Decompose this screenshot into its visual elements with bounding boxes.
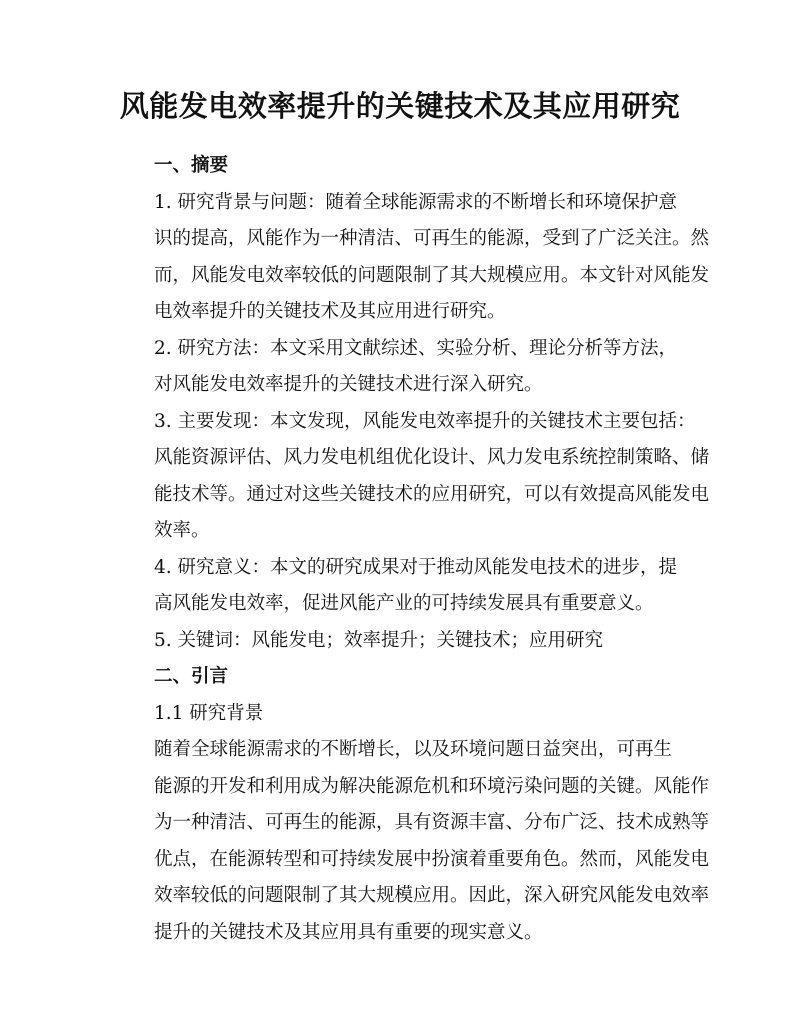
text-line: 随着全球能源需求的不断增长，以及环境问题日益突出，可再生: [154, 739, 673, 760]
abstract-heading: 一、摘要: [154, 155, 229, 176]
text-line: 为一种清洁、可再生的能源，具有资源丰富、分布广泛、技术成熟等: [154, 812, 710, 833]
text-line: 高风能发电效率，促进风能产业的可持续发展具有重要意义。: [154, 593, 654, 614]
text-line: 4. 研究意义：本文的研究成果对于推动风能发电技术的进步，提: [154, 556, 678, 578]
text-line: 对风能发电效率提升的关键技术进行深入研究。: [154, 374, 543, 395]
intro-heading: 二、引言: [154, 666, 229, 687]
text-line: 风能资源评估、风力发电机组优化设计、风力发电系统控制策略、储: [154, 447, 710, 468]
text-line: 效率。: [154, 520, 210, 541]
text-line: 而，风能发电效率较低的问题限制了其大规模应用。本文针对风能发: [154, 264, 710, 286]
text-line: 电效率提升的关键技术及其应用进行研究。: [154, 301, 506, 322]
abstract-item-significance: [117, 550, 683, 623]
text-line: 能技术等。通过对这些关键技术的应用研究，可以有效提高风能发电: [154, 483, 710, 505]
document-body: [117, 148, 710, 951]
text-line: 能源的开发和利用成为解决能源危机和环境污染问题的关键。风能作: [154, 775, 710, 797]
document-title: 风能发电效率提升的关键技术及其应用研究: [119, 89, 681, 123]
abstract-item-keywords: [117, 623, 683, 660]
intro-subheading: 1.1 研究背景: [154, 702, 264, 724]
abstract-item-background: [117, 185, 710, 331]
abstract-item-methods: [117, 331, 683, 404]
text-line: 优点，在能源转型和可持续发展中扮演着重要角色。然而，风能发电: [154, 848, 710, 870]
abstract-item-findings: [117, 404, 710, 550]
text-line: 5. 关键词：风能发电；效率提升；关键技术；应用研究: [154, 629, 604, 651]
text-line: 2. 研究方法：本文采用文献综述、实验分析、理论分析等方法，: [154, 337, 678, 359]
text-line: 1. 研究背景与问题：随着全球能源需求的不断增长和环境保护意: [154, 191, 678, 213]
text-line: 效率较低的问题限制了其大规模应用。因此，深入研究风能发电效率: [154, 885, 710, 906]
intro-paragraph: [117, 732, 710, 951]
text-line: 3. 主要发现：本文发现，风能发电效率提升的关键技术主要包括：: [154, 410, 696, 432]
text-line: 识的提高，风能作为一种清洁、可再生的能源，受到了广泛关注。然: [154, 228, 710, 249]
text-line: 提升的关键技术及其应用具有重要的现实意义。: [154, 921, 543, 943]
